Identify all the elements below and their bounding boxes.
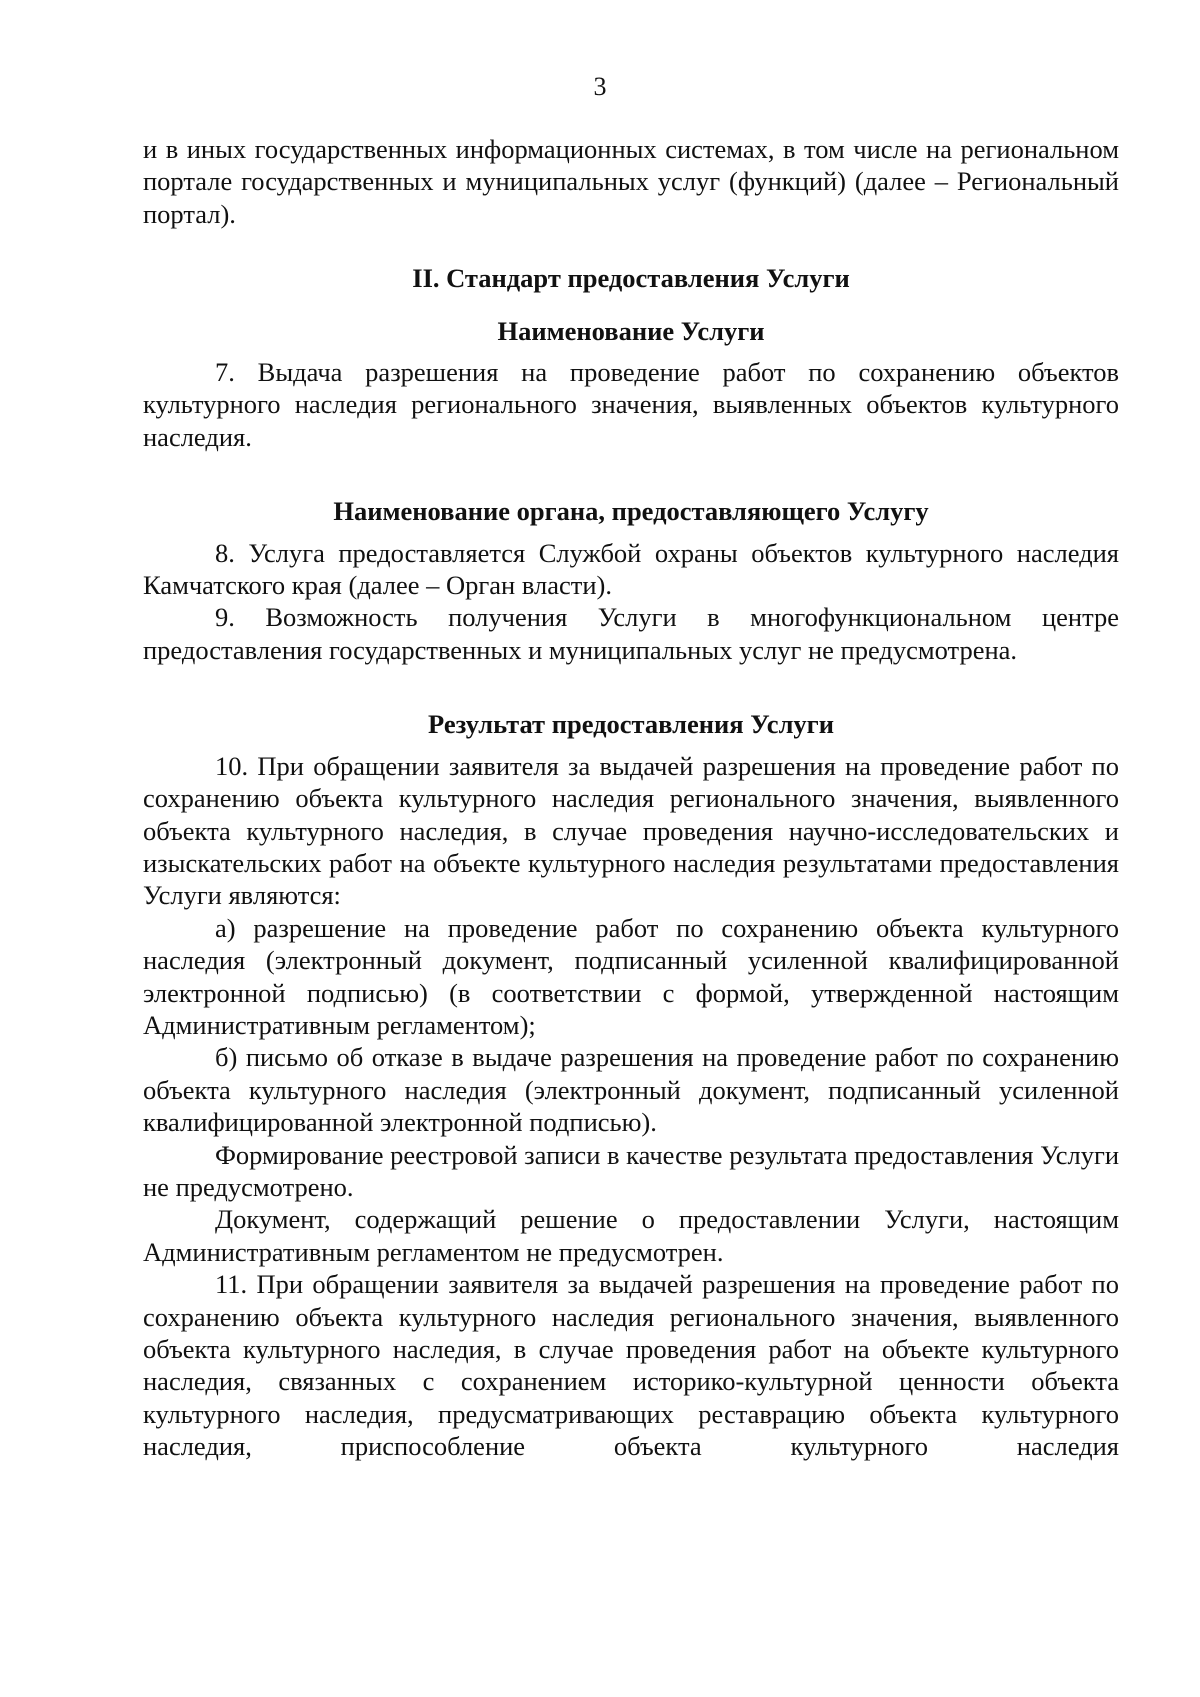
section-title: II. Стандарт предоставления Услуги bbox=[412, 263, 850, 294]
paragraph-10: 10. При обращении заявителя за выдачей разрешения на проведение работ по сохранению объекта культурного наследия регионального значения, выявленного объекта культурного наследия, в случае проведения научно-исследовательских и изыскательских работ на объекте культурного наследия результатами предоставления Услуги являются: bbox=[143, 750, 1119, 911]
heading-service-result: Результат предоставления Услуги bbox=[428, 709, 834, 740]
paragraph-9: 9. Возможность получения Услуги в многофункциональном центре предоставления государственных и муниципальных услуг не предусмотрена. bbox=[143, 602, 1119, 665]
page-number: 3 bbox=[593, 72, 607, 101]
paragraph-registry: Формирование реестровой записи в качестве результата предоставления Услуги не предусмотрено. bbox=[143, 1139, 1119, 1202]
heading-service-name: Наименование Услуги bbox=[497, 315, 765, 346]
paragraph-10b: б) письмо об отказе в выдаче разрешения на проведение работ по сохранению объекта культурного наследия (электронный документ, подписанный усиленной квалифицированной электронной подписью). bbox=[143, 1042, 1119, 1138]
heading-service-organ: Наименование органа, предоставляющего Услугу bbox=[333, 496, 929, 527]
paragraph-11: 11. При обращении заявителя за выдачей разрешения на проведение работ по сохранению объекта культурного наследия регионального значения, выявленного объекта культурного наследия, в случае проведения работ на объекте культурного наследия, связанных с сохранением историко-культурной ценности объекта культурного наследия, предусматривающих реставрацию объекта культурного наследия, приспособление объекта культурного наследия bbox=[143, 1269, 1119, 1462]
paragraph-document: Документ, содержащий решение о предоставлении Услуги, настоящим Административным регламентом не предусмотрен. bbox=[143, 1204, 1119, 1267]
paragraph-7: 7. Выдача разрешения на проведение работ по сохранению объектов культурного наследия регионального значения, выявленных объектов культурного наследия. bbox=[143, 357, 1119, 452]
paragraph-10a: а) разрешение на проведение работ по сохранению объекта культурного наследия (электронный документ, подписанный усиленной квалифицированной электронной подписью) (в соответствии с формой, утвержденной настоящим Административным регламентом); bbox=[143, 912, 1119, 1040]
document-body bbox=[143, 133, 1119, 1463]
paragraph-8: 8. Услуга предоставляется Службой охраны объектов культурного наследия Камчатского края (далее – Орган власти). bbox=[143, 537, 1119, 601]
intro-paragraph: и в иных государственных информационных системах, в том числе на региональном портале государственных и муниципальных услуг (функций) (далее – Региональный портал). bbox=[143, 134, 1119, 229]
